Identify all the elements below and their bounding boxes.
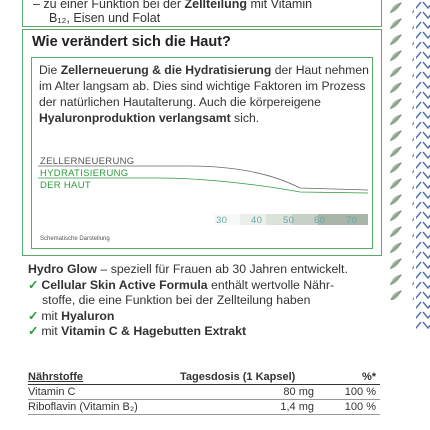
hydration-curve	[38, 178, 368, 193]
top-info-line-2: B₁₂, Eisen und Folat	[49, 11, 161, 25]
row-percent: 100 %	[344, 386, 376, 398]
skin-aging-diagram	[38, 156, 368, 246]
check-icon: ✓	[28, 324, 39, 338]
bullet-formula: ✓ Cellular Skin Active Formula enthält wertvolle Nähr-	[28, 277, 335, 292]
arrow-pattern	[416, 0, 430, 330]
age-tick-40: 40	[251, 215, 263, 226]
bullet-hyaluron: ✓ mit Hyaluron	[28, 308, 115, 323]
header-daily-dose: Tagesdosis (1 Kapsel)	[180, 371, 296, 383]
top-info-line-1: – zu einer Funktion bei der Zellteilung mit Vitamin	[33, 0, 313, 11]
age-tick-50: 50	[283, 215, 295, 226]
table-row	[28, 400, 380, 415]
age-tick-30: 30	[216, 215, 228, 226]
nutrition-header	[28, 370, 380, 385]
intro-line: Hydro Glow – speziell für Frauen ab 30 Jahren entwickelt.	[28, 262, 348, 276]
label-der-haut: DER HAUT	[40, 180, 91, 191]
bullet-vitamin-c: ✓ mit Vitamin C & Hagebutten Extrakt	[28, 324, 247, 338]
row-name: Riboflavin (Vitamin B₂)	[28, 401, 138, 413]
diagram-note: Schematische Darstellung	[40, 236, 110, 242]
check-icon: ✓	[28, 277, 39, 292]
age-bar-70	[318, 214, 368, 225]
skin-info-inner-box	[31, 57, 373, 249]
decorative-pattern-strip	[386, 0, 430, 430]
header-nutrients: Nährstoffe	[28, 371, 84, 383]
age-tick-60: 60	[314, 215, 326, 226]
bullet-formula-cont: stoffe, die eine Funktion bei der Zellteilung haben	[42, 293, 311, 307]
table-row	[28, 385, 380, 400]
top-info-box	[22, 0, 382, 27]
product-description	[28, 262, 378, 340]
age-tick-70: 70	[346, 215, 358, 226]
skin-info-box	[22, 29, 382, 256]
row-name: Vitamin C	[28, 386, 76, 398]
leaf-pattern	[386, 0, 414, 300]
skin-paragraph: Die Zellerneuerung & die Hydratisierung der Haut nehmen im Alter langsam ab. Dies sind wichtige Faktoren im Prozess der natürlichen Hautalterung. Auch die körpereigene Hyaluronproduktion verlangsamt sich.	[39, 63, 369, 125]
row-dose: 1,4 mg	[280, 401, 314, 413]
check-icon: ✓	[28, 308, 39, 323]
header-percent: %*	[361, 371, 376, 383]
skin-section-title: Wie verändert sich die Haut?	[32, 34, 231, 50]
label-zellerneuerung: ZELLERNEUERUNG	[40, 156, 135, 167]
label-hydratisierung: HYDRATISIERUNG	[40, 168, 129, 179]
row-dose: 80 mg	[283, 386, 314, 398]
nutrition-table	[28, 370, 380, 415]
row-percent: 100 %	[344, 401, 376, 413]
